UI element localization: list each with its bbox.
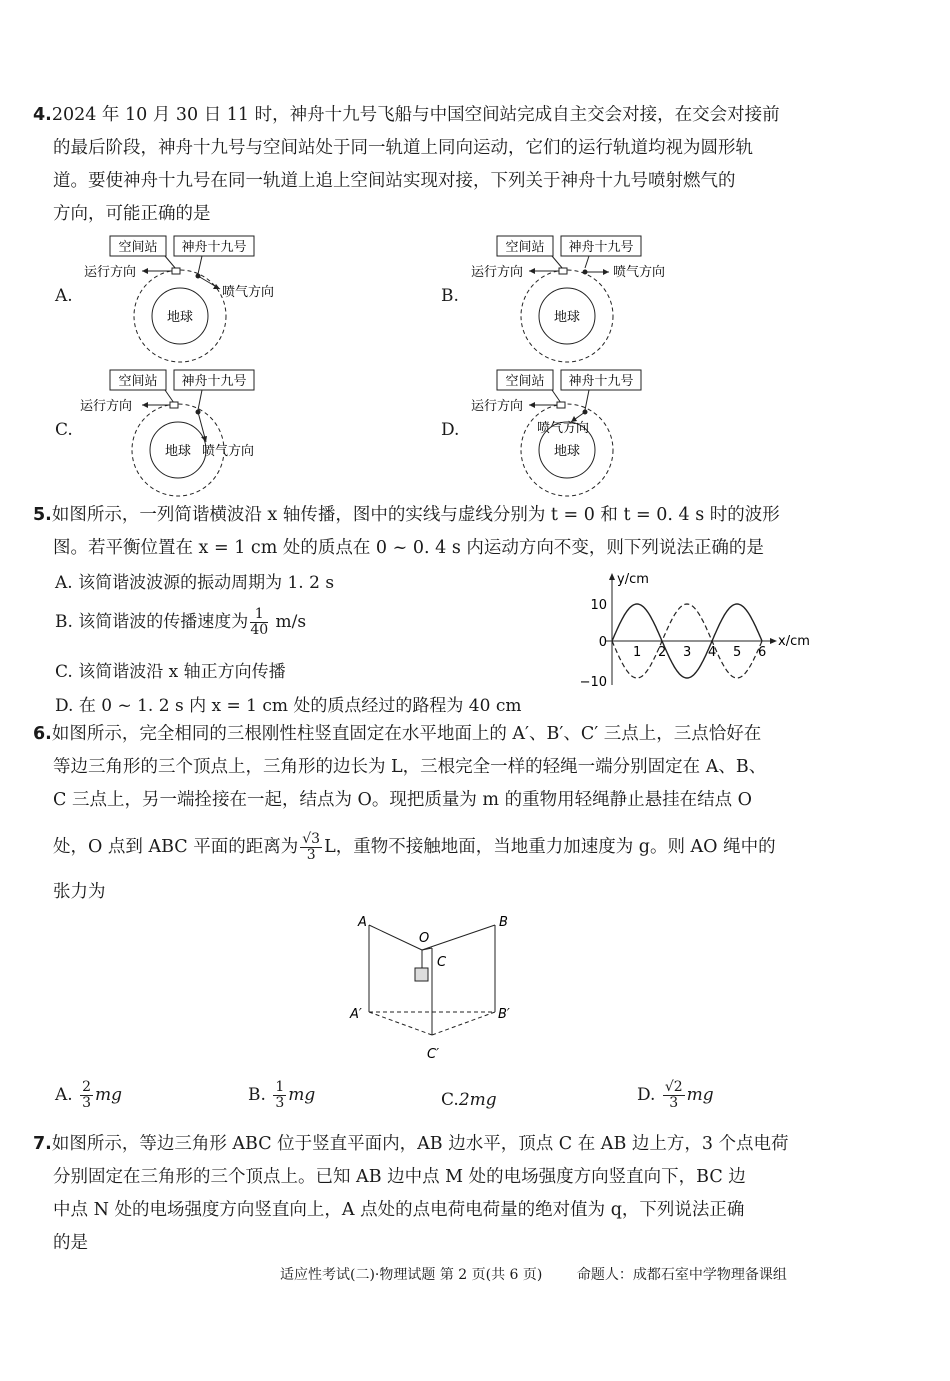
q5-line-2: 图。若平衡位置在 x = 1 cm 处的质点在 0 ~ 0. 4 s 内运动方向不变，则下列说法正确的是 [53, 538, 764, 558]
label-B: B [499, 915, 508, 930]
label-A-prime: A′ [350, 1007, 362, 1022]
q6-line-2: 等边三角形的三个顶点上，三角形的边长为 L，三根完全一样的轻绳一端分别固定在 A、B、 [53, 757, 767, 777]
shenzhou-label: 神舟十九号 [568, 240, 634, 255]
footer-right: 命题人：成都石室中学物理备课组 [576, 1267, 787, 1283]
q6-line-4-prefix: 处，O 点到 ABC 平面的距离为 [53, 837, 299, 857]
q4-diagram-b [467, 232, 697, 367]
q5-wave-chart [575, 565, 815, 695]
label-A: A [358, 915, 367, 930]
footer-left: 适应性考试(二)·物理试题 第 2 页(共 6 页) [280, 1267, 543, 1283]
q4-option-a-letter: A. [55, 286, 73, 306]
x-axis-label: x/cm [778, 634, 810, 649]
q6-d-fraction [663, 1080, 685, 1111]
x-tick-5: 5 [733, 645, 742, 660]
q6-line-5: 张力为 [53, 882, 106, 902]
q6-a-tail: mg [95, 1085, 123, 1105]
x-tick-2: 2 [658, 645, 667, 660]
q6-d-den: 3 [669, 1095, 679, 1111]
q5-option-b [55, 607, 306, 638]
direction-label: 运行方向 [80, 399, 133, 414]
q4-option-c-letter: C. [55, 420, 73, 440]
q5-option-d: D. 在 0 ~ 1. 2 s 内 x = 1 cm 处的质点经过的路程为 40 cm [55, 696, 522, 716]
q6-figure [345, 910, 525, 1068]
q6-a-num: 2 [82, 1079, 92, 1095]
x-tick-4: 4 [708, 645, 717, 660]
q6-number: 6. [33, 724, 52, 744]
q4-option-d-letter: D. [441, 420, 460, 440]
q4-number: 4. [33, 105, 52, 125]
station-label: 空间站 [505, 374, 545, 389]
x-tick-6: 6 [758, 645, 767, 660]
q6-c-letter: C. [441, 1090, 459, 1110]
q6-b-den: 3 [275, 1095, 285, 1111]
jet-label: 喷气方向 [222, 285, 275, 300]
q4-diagram-c [80, 366, 310, 501]
q6-b-tail: mg [288, 1085, 316, 1105]
q6-stem [33, 718, 823, 817]
q6-option-a [55, 1080, 122, 1111]
x-axis-arrow [770, 638, 777, 644]
direction-label: 运行方向 [84, 265, 137, 280]
station-label: 空间站 [118, 374, 158, 389]
q4-line-1: 2024 年 10 月 30 日 11 时，神舟十九号飞船与中国空间站完成自主交会对接，在交会对接前 [51, 105, 780, 125]
y-axis-label: y/cm [617, 572, 649, 587]
q7-line-1: 如图所示，等边三角形 ABC 位于竖直平面内，AB 边水平，顶点 C 在 AB 边上方，3 个点电荷 [51, 1134, 789, 1154]
q6-a-den: 3 [82, 1095, 92, 1111]
shenzhou-label: 神舟十九号 [568, 374, 634, 389]
q5-b-den: 40 [250, 622, 269, 638]
q5-b-num: 1 [250, 607, 268, 623]
q5-option-b-prefix: B. 该简谐波的传播速度为 [55, 612, 249, 632]
label-C: C [437, 955, 447, 970]
q4-option-b-letter: B. [441, 286, 459, 306]
q6-option-d [637, 1080, 714, 1111]
label-C-prime: C′ [427, 1047, 440, 1062]
q7-stem [33, 1128, 823, 1260]
q7-line-2: 分别固定在三角形的三个顶点上。已知 AB 边中点 M 处的电场强度方向竖直向下，BC 边 [53, 1167, 746, 1187]
y-tick-10: 10 [590, 598, 607, 613]
q4-diagram-a [80, 232, 310, 367]
q6-line-4 [33, 831, 823, 864]
q6-option-b [248, 1080, 315, 1111]
q6-frac-den: 3 [306, 847, 316, 863]
y-tick-minus-10: −10 [579, 675, 607, 690]
x-tick-3: 3 [683, 645, 692, 660]
earth-label: 地球 [164, 444, 192, 459]
direction-label: 运行方向 [471, 399, 524, 414]
q6-line-1: 如图所示，完全相同的三根刚性柱竖直固定在水平地面上的 A′、B′、C′ 三点上，三点恰好在 [51, 724, 762, 744]
jet-label: 喷气方向 [202, 444, 255, 459]
q5-line-1: 如图所示，一列简谐横波沿 x 轴传播，图中的实线与虚线分别为 t = 0 和 t = 0. 4 s 时的波形 [51, 505, 780, 525]
q4-stem [33, 99, 823, 231]
q4-line-2: 的最后阶段，神舟十九号与空间站处于同一轨道上同向运动，它们的运行轨道均视为圆形轨 [53, 138, 753, 158]
jet-label: 喷气方向 [537, 421, 590, 436]
q6-b-letter: B. [248, 1085, 266, 1105]
q6-line-4-suffix: L，重物不接触地面，当地重力加速度为 g。则 AO 绳中的 [324, 837, 776, 857]
q5-option-c: C. 该简谐波沿 x 轴正方向传播 [55, 662, 286, 682]
station-label: 空间站 [118, 240, 158, 255]
q7-line-3: 中点 N 处的电场强度方向竖直向上，A 点处的点电荷电荷量的绝对值为 q，下列说法正确 [53, 1200, 745, 1220]
q5-option-a: A. 该简谐波波源的振动周期为 1. 2 s [55, 573, 335, 593]
q4-diagram-d [467, 366, 697, 501]
station-label: 空间站 [505, 240, 545, 255]
q5-option-b-unit: m/s [270, 612, 307, 632]
earth-label: 地球 [166, 310, 194, 325]
q7-number: 7. [33, 1134, 52, 1154]
label-O: O [419, 931, 430, 946]
page-footer [280, 1264, 787, 1284]
q5-stem [33, 499, 823, 565]
q4-line-4: 方向，可能正确的是 [53, 204, 211, 224]
y-axis-arrow [609, 573, 615, 580]
q5-number: 5. [33, 505, 52, 525]
shenzhou-label: 神舟十九号 [181, 240, 247, 255]
y-tick-0: 0 [598, 635, 607, 650]
q6-frac-num: √3 [302, 831, 321, 847]
q6-a-letter: A. [55, 1085, 73, 1105]
q6-d-letter: D. [637, 1085, 656, 1105]
label-B-prime: B′ [498, 1007, 510, 1022]
q6-d-tail: mg [686, 1085, 714, 1105]
q6-a-fraction [80, 1080, 93, 1111]
shenzhou-label: 神舟十九号 [181, 374, 247, 389]
q5-option-b-fraction [250, 607, 268, 638]
q6-fraction [300, 832, 322, 863]
q6-c-text: 2mg [458, 1090, 497, 1110]
direction-label: 运行方向 [471, 265, 524, 280]
q6-b-fraction [273, 1080, 286, 1111]
earth-label: 地球 [553, 310, 581, 325]
q7-line-4: 的是 [53, 1233, 88, 1253]
x-tick-1: 1 [633, 645, 642, 660]
q6-d-num: √2 [664, 1079, 683, 1095]
q4-line-3: 道。要使神舟十九号在同一轨道上追上空间站实现对接，下列关于神舟十九号喷射燃气的 [53, 171, 736, 191]
q6-b-num: 1 [275, 1079, 285, 1095]
q6-option-c [441, 1090, 497, 1110]
earth-label: 地球 [553, 444, 581, 459]
q6-line-3: C 三点上，另一端拴接在一起，结点为 O。现把质量为 m 的重物用轻绳静止悬挂在结点 O [53, 790, 752, 810]
jet-label: 喷气方向 [613, 265, 666, 280]
